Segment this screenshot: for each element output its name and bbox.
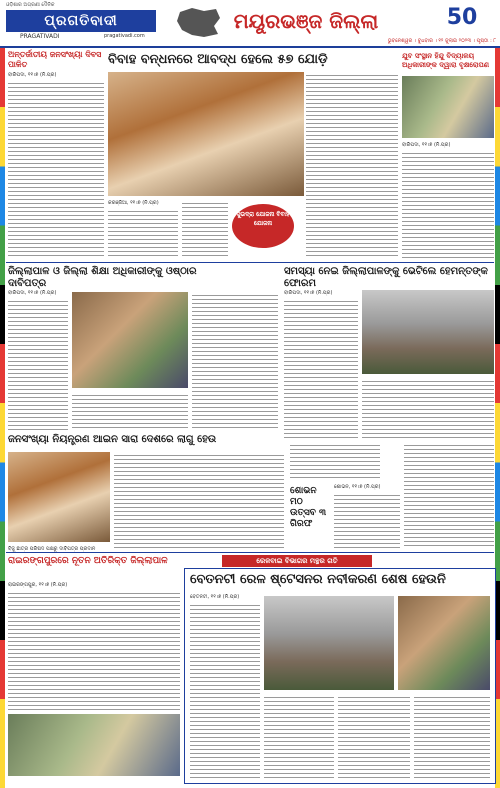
story9-body-col2 — [264, 694, 334, 778]
story5-dateline: ବାରିପଦା, ୧୧।୭ (ନି.ପ୍ର) — [284, 290, 333, 296]
logo-subtitle: PRAGATIVADI — [20, 33, 60, 40]
district-map-icon — [174, 6, 224, 40]
story6-headline[interactable]: ଜନସଂଖ୍ୟା ନିୟନ୍ତ୍ରଣ ଆଇନ ସାରା ଦେଶରେ ଲାଗୁ ହେଉ — [8, 434, 217, 445]
district-title: ମୟୂରଭଞ୍ଜ ଜିଲ୍ଲା — [233, 9, 379, 33]
story3-dateline: ବାରିପଦା, ୧୧।୭ (ନି.ପ୍ର) — [402, 142, 451, 148]
website-url[interactable]: pragativadi.com — [104, 33, 145, 39]
story5-body-col1 — [284, 298, 358, 438]
page-dateline: ଭୁବନେଶ୍ୱର । ବୁଧବାର । ୧୨ ଜୁଲାଇ ୨୦୨୩ । ପୃଷ୍ଠା : ୮ — [387, 38, 496, 44]
story5-body-col2 — [362, 378, 494, 438]
scheme-badge: ସୁଭଦ୍ରା ଯୋଜନା ବିବାହ ଯୋଜନା — [232, 204, 294, 248]
story4-dateline: ବାରିପଦା, ୧୧।୭ (ନି.ପ୍ର) — [8, 290, 57, 296]
story1-dateline: ବାରିପଦା, ୧୧।୭ (ନି.ପ୍ର) — [8, 72, 57, 78]
story9-headline[interactable]: ବେତନଟୀ ରେଳ ଷ୍ଟେସନର ନବୀକରଣ ଶେଷ ହେଉନି — [190, 572, 446, 587]
story7-dateline: ଶୋଭନ, ୧୧।୭ (ନି.ପ୍ର) — [334, 484, 381, 490]
story4-body-col3 — [192, 292, 278, 430]
newspaper-logo[interactable]: ପ୍ରଗତିବାଦୀ — [6, 10, 156, 32]
story8-body — [8, 590, 180, 710]
story8-headline[interactable]: ରାଇରଙ୍ଗପୁରରେ ନୂତନ ଅତିରିକ୍ତ ଜିଲ୍ଲାପାଳ — [8, 556, 168, 566]
story7-body-right — [404, 442, 494, 548]
divider-1 — [6, 262, 494, 263]
story7-headline[interactable]: ଶୋଭନ ମଠ ଉତ୍ସବ ୩ ଗିରଫ — [290, 486, 327, 529]
story3-headline[interactable]: ଯୁବ ସଂସ୍ଥାନ ହିନ୍ଦୁ ବିଦ୍ୟାଳୟ ଅଧିକାରୀଙ୍କ ଦ୍ୱାରା ବୃକ୍ଷରୋପଣ — [402, 52, 489, 69]
story9-body-col1 — [190, 602, 260, 778]
story3-body — [402, 150, 494, 258]
story1-body — [8, 80, 104, 258]
story7-intro — [290, 442, 380, 480]
story2-body-col1 — [108, 208, 178, 258]
story9-body-col3 — [338, 694, 410, 778]
story6-caption: ବିଜୁ ଛାତ୍ର ପରିଷଦ ପକ୍ଷରୁ ଦାବିପତ୍ର ପ୍ରଦାନ — [8, 546, 96, 552]
story5-headline[interactable]: ସମସ୍ୟା ନେଇ ଜିଲ୍ଲାପାଳଙ୍କୁ ଭେଟିଲେ ହେମନ୍ତଙ୍କ ଫୋରମ — [284, 266, 488, 289]
anniversary-emblem: 50 — [446, 5, 478, 30]
story4-body-col2 — [72, 392, 188, 430]
platform-photo — [398, 596, 490, 690]
forum-meeting-photo — [362, 290, 494, 374]
story2-dateline: କରଞ୍ଜିଆ, ୧୧।୭ (ନି.ପ୍ର) — [108, 200, 159, 206]
story9-body-col4 — [414, 694, 490, 778]
wedding-photo — [108, 72, 304, 196]
story9-dateline: ବେତନଟୀ, ୧୧।୭ (ନି.ପ୍ର) — [190, 594, 240, 600]
story8-dateline: ରାଇରଙ୍ଗପୁର, ୧୧।୭ (ନି.ପ୍ର) — [8, 582, 68, 588]
story7-body — [334, 492, 400, 548]
station-photo — [264, 596, 394, 690]
left-color-bar — [0, 48, 5, 788]
officer-photo — [8, 714, 180, 776]
plantation-photo — [402, 76, 494, 138]
story2-body-right — [306, 72, 398, 258]
story4-headline[interactable]: ଜିଲ୍ଲାପାଳ ଓ ଜିଲ୍ଲା ଶିକ୍ଷା ଅଧିକାରୀଙ୍କୁ ଓଷ୍ଠାର ଦାବିପତ୍ର — [8, 266, 197, 289]
story2-body-col2 — [182, 200, 228, 258]
bjd-photo — [8, 452, 110, 542]
divider-2 — [6, 552, 494, 553]
memorandum-photo — [72, 292, 188, 388]
story6-body — [114, 452, 284, 548]
story9-kicker: ରେଳବାଇ ବିଭାଗର ମନ୍ଥର ଗତି — [222, 555, 372, 567]
story2-headline[interactable]: ବିବାହ ବନ୍ଧନରେ ଆବଦ୍ଧ ହେଲେ ୫୭ ଯୋଡ଼ି — [108, 52, 328, 67]
story1-headline[interactable]: ଅନ୍ତର୍ଜାତୀୟ ଜନସଂଖ୍ୟା ଦିବସ ପାଳିତ — [8, 50, 102, 69]
tagline: ଓଡ଼ିଶାର ଅଗ୍ରଣୀ ଦୈନିକ — [6, 2, 55, 8]
story4-body-col1 — [8, 298, 68, 430]
